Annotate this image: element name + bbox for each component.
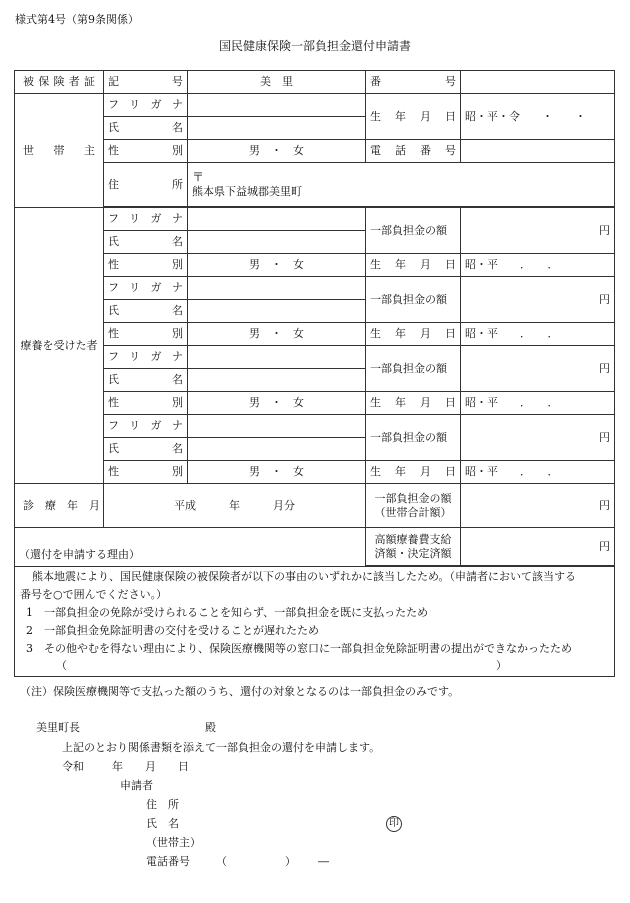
household-total-label-line1: 一部負担金の額: [374, 491, 452, 505]
head-address-label: 住 所: [104, 163, 188, 207]
treated-2-name-field[interactable]: [188, 300, 366, 323]
kigo-field[interactable]: 美 里: [188, 71, 366, 94]
treated-1-furigana-label: フリガナ: [104, 208, 188, 231]
treated-3-birth-field[interactable]: 昭・平 ． ．: [461, 392, 615, 415]
treated-3-sex-choice[interactable]: 男 ・ 女: [188, 392, 366, 415]
phone-paren-close: ）: [285, 855, 296, 868]
household-total-label-line2: （世帯合計額）: [374, 505, 452, 519]
phone-paren-open: （: [216, 855, 227, 868]
reason-intro-line2: 番号を○で囲んでください。）: [20, 588, 168, 601]
treated-2-furigana-field[interactable]: [188, 277, 366, 300]
treated-3-name-label: 氏 名: [104, 369, 188, 392]
treated-2-furigana-label: フリガナ: [104, 277, 188, 300]
reason-paren-close: ）: [496, 659, 507, 672]
treated-3-name-field[interactable]: [188, 369, 366, 392]
date-day: 日: [178, 760, 189, 773]
applicant-phone[interactable]: [146, 856, 329, 867]
treated-2-sex-label: 性 別: [104, 323, 188, 346]
treated-4-furigana-field[interactable]: [188, 415, 366, 438]
treated-1-sex-label: 性 別: [104, 254, 188, 277]
page-title: 国民健康保険一部負担金還付申請書: [218, 39, 411, 53]
treated-3-amount-label: 一部負担金の額: [366, 346, 461, 392]
application-date[interactable]: [62, 761, 189, 772]
date-era: 令和: [62, 760, 84, 773]
household-total-field[interactable]: 円: [461, 484, 615, 528]
reason-paren-open: （: [56, 659, 67, 672]
head-sex-label: 性 別: [104, 140, 188, 163]
postal-mark: 〒: [192, 170, 205, 185]
treated-1-amount-label: 一部負担金の額: [366, 208, 461, 254]
treated-2-amount-field[interactable]: 円: [461, 277, 615, 323]
seal-mark-icon: 印: [386, 816, 402, 832]
high-cost-label-line2: 済額・決定済額: [374, 546, 452, 560]
head-name-label: 氏 名: [104, 117, 188, 140]
reason-other-input[interactable]: [20, 658, 609, 674]
form-number: 様式第4号（第9条関係）: [15, 13, 139, 26]
treated-3-sex-label: 性 別: [104, 392, 188, 415]
treated-3-amount-field[interactable]: 円: [461, 346, 615, 392]
high-cost-label: [366, 528, 461, 566]
treatment-month-field[interactable]: 平成 年 月分: [104, 484, 366, 528]
treated-4-name-label: 氏 名: [104, 438, 188, 461]
bango-label: 番 号: [366, 71, 461, 94]
treated-1-furigana-field[interactable]: [188, 208, 366, 231]
applicant-address-label: 住 所: [146, 798, 179, 811]
head-phone-label: 電 話 番 号: [366, 140, 461, 163]
treated-1-amount-field[interactable]: 円: [461, 208, 615, 254]
insured-card-row: [15, 71, 615, 94]
treated-3-furigana-field[interactable]: [188, 346, 366, 369]
reason-section: [15, 528, 366, 567]
treated-1-name-label: 氏 名: [104, 231, 188, 254]
applicant-name-label: 氏 名: [146, 817, 179, 830]
head-sex-choice[interactable]: 男 ・ 女: [188, 140, 366, 163]
treated-2-birth-label: 生 年 月 日: [366, 323, 461, 346]
declaration-text: 上記のとおり関係書類を添えて一部負担金の還付を申請します。: [62, 741, 381, 754]
treated-4-amount-label: 一部負担金の額: [366, 415, 461, 461]
reason-intro-line1: 熊本地震により、国民健康保険の被保険者が以下の事由のいずれかに該当したため。（申請者において該当する: [32, 570, 577, 583]
treated-4-birth-label: 生 年 月 日: [366, 461, 461, 484]
treated-4-sex-choice[interactable]: 男 ・ 女: [188, 461, 366, 484]
insured-card-label: 被保険者証: [15, 71, 104, 94]
addressee-mayor: 美里町長: [36, 721, 80, 734]
treated-label: 療養を受けた者: [15, 208, 104, 484]
treated-4-birth-field[interactable]: 昭・平 ． ．: [461, 461, 615, 484]
addressee-honorific: 殿: [205, 721, 216, 734]
applicant-label: 申請者: [120, 779, 153, 792]
reason-item-3[interactable]: 3 その他やむを得ない理由により、保険医療機関等の窓口に一部負担金免除証明書の提出ができなかったため: [26, 642, 572, 655]
treated-1-birth-field[interactable]: 昭・平 ． ．: [461, 254, 615, 277]
treatment-month-label: 診 療 年 月: [15, 484, 104, 528]
treated-1-birth-label: 生 年 月 日: [366, 254, 461, 277]
high-cost-field[interactable]: 円: [461, 528, 615, 566]
treated-1-name-field[interactable]: [188, 231, 366, 254]
head-furigana-label: フリガナ: [104, 94, 188, 117]
head-name-field[interactable]: [188, 117, 366, 140]
householder-label: （世帯主）: [146, 836, 201, 849]
phone-label: 電話番号: [146, 855, 190, 868]
treated-4-name-field[interactable]: [188, 438, 366, 461]
date-year: 年: [112, 760, 123, 773]
treated-4-furigana-label: フリガナ: [104, 415, 188, 438]
date-month: 月: [145, 760, 156, 773]
treated-2-birth-field[interactable]: 昭・平 ． ．: [461, 323, 615, 346]
kigo-label: 記 号: [104, 71, 188, 94]
treated-2-name-label: 氏 名: [104, 300, 188, 323]
reason-item-2[interactable]: 2 一部負担金免除証明書の交付を受けることが遅れたため: [26, 624, 319, 637]
treated-4-sex-label: 性 別: [104, 461, 188, 484]
treated-3-furigana-label: フリガナ: [104, 346, 188, 369]
treated-4-amount-field[interactable]: 円: [461, 415, 615, 461]
head-address-value: 熊本県下益城郡美里町: [192, 185, 302, 199]
treated-2-sex-choice[interactable]: 男 ・ 女: [188, 323, 366, 346]
treated-1-sex-choice[interactable]: 男 ・ 女: [188, 254, 366, 277]
phone-dash: ―: [318, 855, 329, 868]
household-total-label: [366, 484, 461, 528]
bango-field[interactable]: [461, 71, 615, 94]
treated-2-amount-label: 一部負担金の額: [366, 277, 461, 323]
head-birth-label: 生 年 月 日: [366, 94, 461, 140]
footnote: （注）保険医療機関等で支払った額のうち、還付の対象となるのは一部負担金のみです。: [20, 685, 460, 698]
reason-body: [15, 567, 615, 677]
application-table: [14, 70, 615, 677]
reason-item-1[interactable]: 1 一部負担金の免除が受けられることを知らず、一部負担金を既に支払ったため: [26, 606, 429, 619]
high-cost-label-line1: 高額療養費支給: [374, 532, 452, 546]
head-label: 世 帯 主: [15, 94, 104, 208]
head-furigana-field[interactable]: [188, 94, 366, 117]
head-phone-field[interactable]: [461, 140, 615, 163]
treated-3-birth-label: 生 年 月 日: [366, 392, 461, 415]
reason-heading: （還付を申請する理由）: [19, 548, 140, 561]
head-address-field[interactable]: [188, 163, 615, 207]
head-birth-field[interactable]: 昭・平・令 ・ ・: [461, 94, 615, 140]
